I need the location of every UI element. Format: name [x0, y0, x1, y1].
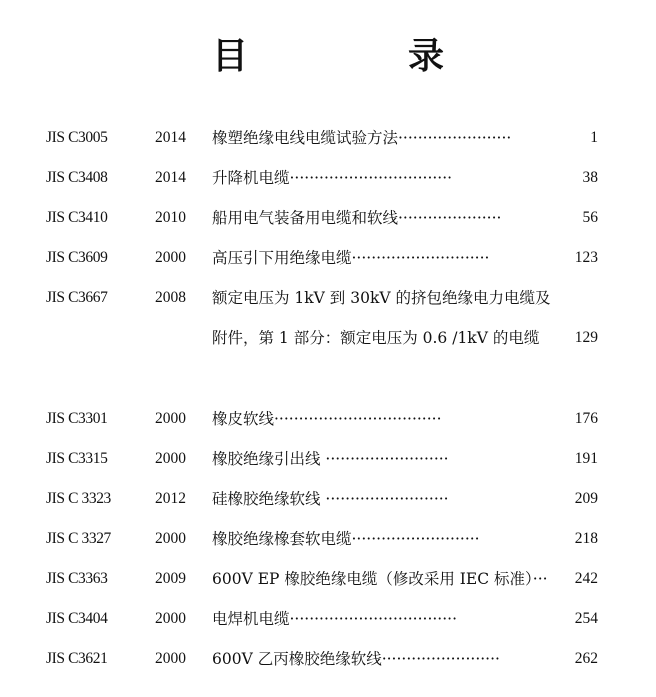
- std-title: 600V 乙丙橡胶绝缘软线························: [212, 650, 500, 668]
- std-year: 2000: [155, 410, 186, 427]
- std-title: 橡胶绝缘引出线 ·························: [212, 450, 449, 468]
- page-number: 56: [582, 209, 598, 226]
- std-title: 橡塑绝缘电线电缆试验方法·······················: [212, 129, 512, 147]
- page-number: 1: [590, 129, 598, 146]
- toc-row: [0, 126, 656, 150]
- std-number: JIS C3301: [46, 410, 108, 427]
- std-number: JIS C 3327: [46, 530, 111, 547]
- std-title: 600V EP 橡胶绝缘电缆（修改采用 IEC 标准）···: [212, 570, 548, 588]
- toc-row: [0, 206, 656, 230]
- page-number: 262: [574, 650, 598, 667]
- std-number: JIS C3609: [46, 249, 108, 266]
- std-number: JIS C3005: [46, 129, 108, 146]
- std-title: 电焊机电缆··································: [212, 610, 458, 628]
- toc-row: [0, 246, 656, 270]
- std-title: 额定电压为 1kV 到 30kV 的挤包绝缘电力电缆及: [212, 289, 551, 307]
- page-number: 242: [574, 570, 598, 587]
- page-number: 38: [582, 169, 598, 186]
- page-number: 191: [574, 450, 598, 467]
- std-year: 2010: [155, 209, 186, 226]
- toc-row: [0, 607, 656, 631]
- std-title: 硅橡胶绝缘软线 ·························: [212, 490, 449, 508]
- std-year: 2000: [155, 530, 186, 547]
- page-number: 218: [574, 530, 598, 547]
- std-year: 2000: [155, 249, 186, 266]
- page-number: 176: [574, 410, 598, 427]
- std-title: 橡皮软线··································: [212, 410, 442, 428]
- std-number: JIS C3404: [46, 610, 108, 627]
- std-year: 2008: [155, 289, 186, 306]
- toc-row: [0, 326, 656, 350]
- std-number: JIS C3621: [46, 650, 108, 667]
- toc-row: [0, 647, 656, 671]
- toc-row: [0, 407, 656, 431]
- page-number: 129: [574, 329, 598, 346]
- page-number: 254: [574, 610, 598, 627]
- std-number: JIS C3667: [46, 289, 108, 306]
- std-number: JIS C3363: [46, 570, 108, 587]
- std-year: 2014: [155, 169, 186, 186]
- std-number: JIS C3408: [46, 169, 108, 186]
- std-title: 升降机电缆·································: [212, 169, 453, 187]
- page-number: 123: [574, 249, 598, 266]
- std-number: JIS C3315: [46, 450, 108, 467]
- std-title: 高压引下用绝缘电缆····························: [212, 249, 490, 267]
- toc-row: [0, 567, 656, 591]
- toc-row: [0, 527, 656, 551]
- toc-row: [0, 166, 656, 190]
- toc-row: [0, 487, 656, 511]
- toc-row: [0, 286, 656, 310]
- std-year: 2000: [155, 610, 186, 627]
- std-number: JIS C3410: [46, 209, 108, 226]
- std-year: 2009: [155, 570, 186, 587]
- std-year: 2014: [155, 129, 186, 146]
- page-title: 目 录: [211, 35, 506, 77]
- std-title: 船用电气装备用电缆和软线·····················: [212, 209, 502, 227]
- std-title: 附件，第 1 部分：额定电压为 0.6 /1kV 的电缆: [212, 329, 540, 347]
- std-year: 2000: [155, 650, 186, 667]
- std-number: JIS C 3323: [46, 490, 111, 507]
- std-title: 橡胶绝缘橡套软电缆··························: [212, 530, 480, 548]
- std-year: 2012: [155, 490, 186, 507]
- page-number: 209: [574, 490, 598, 507]
- toc-row: [0, 447, 656, 471]
- std-year: 2000: [155, 450, 186, 467]
